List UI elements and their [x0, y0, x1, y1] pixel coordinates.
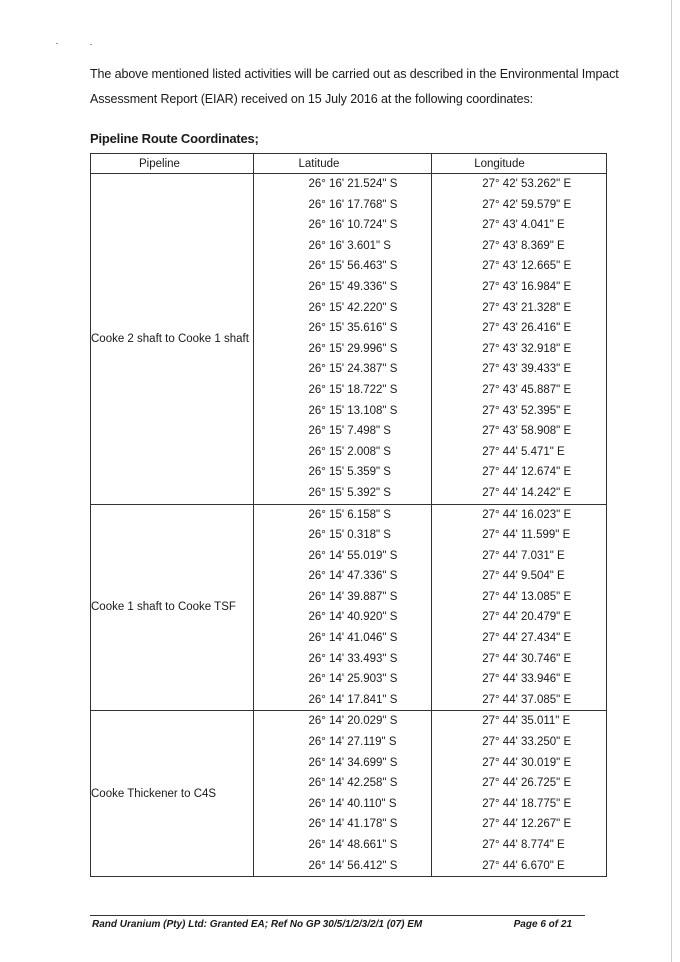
longitude-cell — [432, 174, 607, 505]
longitude-value: 27° 44' 33.946" E — [482, 673, 572, 686]
latitude-value: 26° 14' 55.019" S — [308, 549, 398, 562]
latitude-value: 26° 16' 17.768" S — [308, 198, 398, 211]
longitude-value: 27° 42' 53.262" E — [482, 178, 572, 190]
longitude-value: 27° 44' 12.674" E — [482, 466, 572, 479]
longitude-value: 27° 43' 8.369" E — [482, 239, 565, 252]
section-title: Pipeline Route Coordinates; — [90, 131, 259, 146]
longitude-value: 27° 44' 35.011" E — [482, 715, 571, 728]
latitude-value: 26° 14' 25.903" S — [308, 673, 398, 686]
longitude-value: 27° 42' 59.579" E — [482, 198, 572, 211]
latitude-value: 26° 15' 0.318" S — [308, 529, 391, 542]
latitude-value: 26° 14' 48.661" S — [308, 839, 398, 851]
longitude-value: 27° 43' 58.908" E — [482, 425, 572, 438]
latitude-value: 26° 14' 34.699" S — [308, 756, 398, 769]
latitude-value: 26° 14' 56.412" S — [308, 859, 398, 872]
latitude-cell — [254, 504, 432, 711]
footer-reference: Rand Uranium (Pty) Ltd: Granted EA; Ref No GP 30/5/1/2/3/2/1 (07) EM — [92, 919, 423, 930]
longitude-value: 27° 44' 13.085" E — [482, 590, 572, 603]
header-longitude: Longitude — [432, 154, 607, 174]
longitude-value: 27° 44' 6.670" E — [482, 859, 565, 872]
latitude-value: 26° 14' 33.493" S — [308, 652, 398, 665]
latitude-value: 26° 14' 42.258" S — [308, 777, 398, 790]
table-header-row — [91, 154, 607, 174]
latitude-value: 26° 15' 5.392" S — [308, 486, 391, 499]
longitude-value: 27° 44' 33.250" E — [482, 736, 572, 749]
header-pipeline: Pipeline — [91, 154, 254, 174]
longitude-value: 27° 44' 8.774" E — [482, 839, 565, 851]
latitude-value: 26° 14' 20.029" S — [308, 715, 398, 728]
latitude-value: 26° 14' 40.920" S — [308, 611, 398, 624]
latitude-value: 26° 14' 41.046" S — [308, 632, 398, 645]
footer-rule — [90, 915, 585, 916]
latitude-value: 26° 15' 7.498" S — [308, 425, 391, 438]
longitude-value: 27° 43' 45.887" E — [482, 383, 572, 396]
table-row — [91, 711, 607, 877]
latitude-value: 26° 16' 10.724" S — [308, 219, 398, 232]
pipeline-name: Cooke Thickener to C4S — [91, 711, 254, 877]
pipeline-name: Cooke 1 shaft to Cooke TSF — [91, 504, 254, 711]
longitude-value: 27° 44' 30.746" E — [482, 652, 572, 665]
longitude-value: 27° 44' 20.479" E — [482, 611, 572, 624]
scan-speck — [56, 43, 58, 44]
latitude-value: 26° 15' 18.722" S — [308, 383, 398, 396]
latitude-value: 26° 16' 21.524" S — [308, 178, 398, 190]
longitude-value: 27° 43' 32.918" E — [482, 342, 572, 355]
longitude-value: 27° 44' 30.019" E — [482, 756, 572, 769]
longitude-value: 27° 44' 7.031" E — [482, 549, 565, 562]
longitude-cell — [432, 504, 607, 711]
latitude-value: 26° 15' 42.220" S — [308, 301, 398, 314]
latitude-value: 26° 15' 5.359" S — [308, 466, 391, 479]
latitude-value: 26° 14' 27.119" S — [308, 736, 397, 749]
longitude-value: 27° 44' 14.242" E — [482, 486, 572, 499]
latitude-value: 26° 15' 6.158" S — [308, 508, 391, 521]
coordinates-table — [90, 153, 607, 877]
longitude-value: 27° 44' 12.267" E — [482, 818, 572, 831]
latitude-value: 26° 14' 40.110" S — [308, 797, 397, 810]
table-row — [91, 504, 607, 711]
latitude-cell — [254, 711, 432, 877]
latitude-value: 26° 15' 29.996" S — [308, 342, 398, 355]
latitude-value: 26° 14' 47.336" S — [308, 570, 398, 583]
header-latitude: Latitude — [254, 154, 432, 174]
scan-speck — [90, 44, 92, 45]
longitude-value: 27° 44' 5.471" E — [482, 445, 565, 458]
footer — [92, 919, 572, 930]
latitude-value: 26° 15' 49.336" S — [308, 280, 398, 293]
latitude-cell — [254, 174, 432, 505]
longitude-value: 27° 43' 16.984" E — [482, 280, 572, 293]
longitude-value: 27° 43' 12.665" E — [482, 260, 572, 273]
latitude-value: 26° 15' 2.008" S — [308, 445, 391, 458]
longitude-value: 27° 43' 39.433" E — [482, 363, 572, 376]
longitude-cell — [432, 711, 607, 877]
pipeline-name: Cooke 2 shaft to Cooke 1 shaft — [91, 174, 254, 505]
latitude-value: 26° 15' 56.463" S — [308, 260, 398, 273]
latitude-value: 26° 15' 24.387" S — [308, 363, 398, 376]
page-edge — [671, 0, 672, 962]
latitude-value: 26° 15' 13.108" S — [308, 404, 398, 417]
latitude-value: 26° 14' 39.887" S — [308, 590, 398, 603]
latitude-value: 26° 15' 35.616" S — [308, 322, 398, 335]
longitude-value: 27° 44' 11.599" E — [482, 529, 571, 542]
longitude-value: 27° 44' 26.725" E — [482, 777, 572, 790]
latitude-value: 26° 16' 3.601" S — [308, 239, 391, 252]
longitude-value: 27° 44' 27.434" E — [482, 632, 572, 645]
page-number: Page 6 of 21 — [513, 919, 572, 930]
longitude-value: 27° 43' 4.041" E — [482, 219, 565, 232]
longitude-value: 27° 44' 37.085" E — [482, 693, 572, 706]
longitude-value: 27° 44' 9.504" E — [482, 570, 565, 583]
longitude-value: 27° 43' 21.328" E — [482, 301, 572, 314]
longitude-value: 27° 44' 16.023" E — [482, 508, 572, 521]
intro-paragraph: The above mentioned listed activities will be carried out as described in the Environmental Impact Assessment Report (EIAR) received on 15 July 2016 at the following coordinates: — [90, 67, 619, 106]
longitude-value: 27° 44' 18.775" E — [482, 797, 572, 810]
longitude-value: 27° 43' 52.395" E — [482, 404, 572, 417]
table-row — [91, 174, 607, 505]
longitude-value: 27° 43' 26.416" E — [482, 322, 572, 335]
latitude-value: 26° 14' 17.841" S — [308, 693, 398, 706]
latitude-value: 26° 14' 41.178" S — [308, 818, 398, 831]
